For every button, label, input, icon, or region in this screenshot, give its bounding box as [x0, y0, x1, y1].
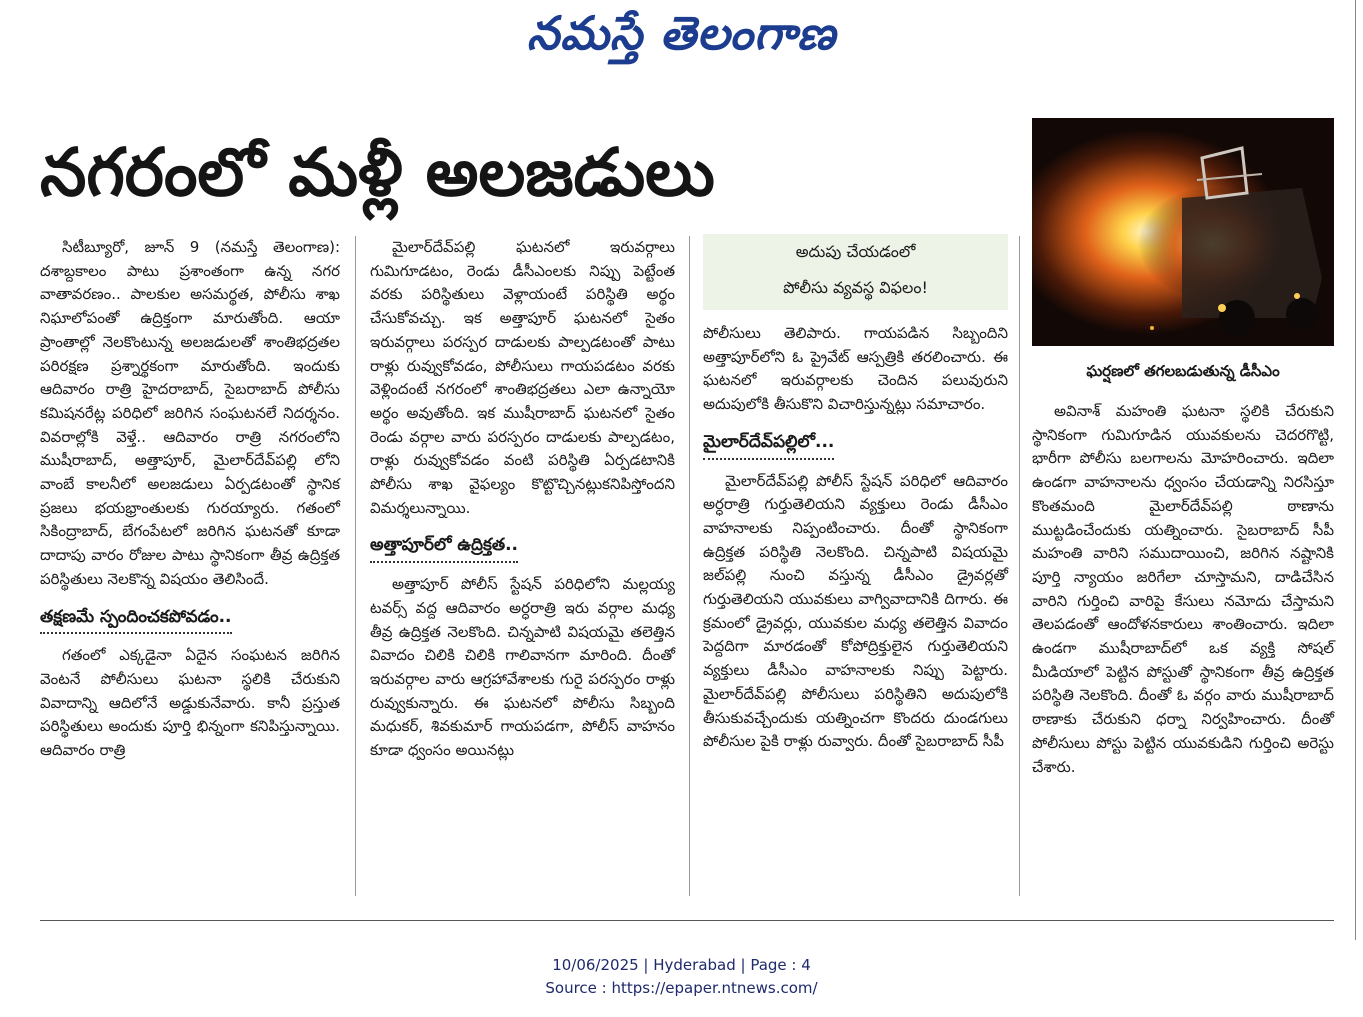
burning-vehicle-photo — [1032, 118, 1334, 346]
column-divider — [689, 236, 690, 896]
page-right-border — [1355, 0, 1356, 940]
article-column-1 — [40, 236, 340, 769]
article-column-2 — [370, 236, 675, 769]
article-paragraph: అవినాశ్ మహంతి ఘటనా స్థలికి చేరుకుని స్థానికంగా గుమిగూడిన యువకులను చెదరగొట్టి, భారీగా పోలీసు బలగాలను మోహరించారు. ఇదిలా ఉండగా వాహనాలను ధ్వంసం చేయడాన్ని నిరసిస్తూ కొంతమంది మైలార్‌దేవ్‌పల్లి ఠాణాను ముట్టడించేందుకు యత్నించారు. సైబరాబాద్ సీపీ మహంతి వారిని సముదాయించి, జరిగిన నష్టానికి పూర్తి న్యాయం జరిగేలా చూస్తామని, దాడిచేసిన వారిని గుర్తించి వారిపై కేసులు నమోదు చేస్తామని తెలపడంతో ఆందోళనకారులు శాంతించారు. ఇదిలా ఉండగా ముషీరాబాద్‌లో ఒక వ్యక్తి సోషల్ మీడియాలో పెట్టిన పోస్టుతో స్థానికంగా తీవ్ర ఉద్రిక్తత పరిస్థితి నెలకొంది. దీంతో ఓ వర్గం వారు ముషీరాబాద్ ఠాణాకు చేరుకుని ధర్నా నిర్వహించారు. దీంతో పోలీసులు పోస్టు పెట్టిన యువకుడిని గుర్తించి అరెస్టు చేశారు. — [1032, 402, 1334, 776]
subheading: తక్షణమే స్పందించకపోవడం.. — [40, 606, 232, 635]
article-column-3 — [703, 322, 1008, 760]
article-paragraph: పోలీసులు తెలిపారు. గాయపడిన సిబ్బందిని అత్తాపూర్‌లోని ఓ ప్రైవేట్ ఆస్పత్రికి తరలించారు. ఈ ఘటనలో ఇరువర్గాలకు చెందిన పలువురుని అదుపులోకి తీసుకొని విచారిస్తున్నట్లు సమాచారం. — [703, 324, 1008, 414]
footer-date-line: 10/06/2025 | Hyderabad | Page : 4 — [552, 956, 811, 974]
article-column-4 — [1032, 400, 1334, 785]
article-paragraph: గతంలో ఎక్కడైనా ఏదైన సంఘటన జరిగిన వెంటనే పోలీసులు ఘటనా స్థలికి చేరుకుని వివాదాన్ని ఆదిలోనే అడ్డుకునేవారు. కానీ ప్రస్తుత పరిస్థితులు అందుకు పూర్తి భిన్నంగా కనిపిస్తున్నాయి. ఆదివారం రాత్రి — [40, 646, 340, 760]
photo-caption: ఘర్షణలో తగలబడుతున్న డీసీఎం — [1086, 362, 1280, 380]
article-paragraph: సిటీబ్యూరో, జూన్ 9 (నమస్తే తెలంగాణ): దశాబ్దకాలం పాటు ప్రశాంతంగా ఉన్న నగర వాతావరణం.. పాలకుల అసమర్థత, పోలీసు శాఖ నిఘాలోపంతో ఉద్రిక్తంగా మారుతోంది. ఆయా ప్రాంతాల్లో నెలకొంటున్న అలజడులతో శాంతిభద్రతల పరిరక్షణ ప్రశ్నార్థకంగా మారుతోంది. ఇందుకు ఆదివారం రాత్రి హైదరాబాద్, సైబరాబాద్ పోలీసు కమిషనరేట్ల పరిధిలో జరిగిన సంఘటనలే నిదర్శనం. వివరాల్లోకి వెళ్తే.. ఆదివారం రాత్రి నగరంలోని ముషీరాబాద్, అత్తాపూర్, మైలార్‌దేవ్‌పల్లి లోని వాంబే కాలనీలో అలజడులు ఏర్పడటంతో స్థానిక ప్రజలు భయభ్రాంతులకు గురయ్యారు. గతంలో సికింద్రాబాద్, బేగంపేటలో జరిగిన ఘటనతో కూడా దాదాపు వారం రోజుల పాటు స్థానికంగా తీవ్ర ఉద్రిక్తత పరిస్థితులు నెలకొన్న విషయం తెలిసిందే. — [40, 238, 340, 588]
photo-image — [1032, 118, 1334, 346]
article-paragraph: అత్తాపూర్ పోలీస్ స్టేషన్ పరిధిలోని మల్లయ్య టవర్స్ వద్ద ఆదివారం అర్ధరాత్రి ఇరు వర్గాల మధ్య తీవ్ర ఉద్రిక్తత నెలకొంది. చిన్నపాటి విషయమై తలెత్తిన వివాదం చిలికి చిలికి గాలివానగా మారింది. దీంతో ఇరువర్గాల వారు ఆగ్రహావేశాలకు గురై పరస్పరం రాళ్లు రువ్వుకున్నారు. ఈ ఘటనలో పోలీసు సిబ్బంది మధుకర్, శివకుమార్ గాయపడగా, పోలీస్ వాహనం కూడా ధ్వంసం అయినట్లు — [370, 575, 675, 760]
pull-quote-box — [703, 234, 1008, 310]
subheading: మైలార్‌దేవ్‌పల్లిలో... — [703, 431, 834, 460]
column-divider — [1019, 236, 1020, 896]
column-divider — [355, 236, 356, 896]
page-bottom-rule — [40, 920, 1334, 921]
footer-source-line: Source : https://epaper.ntnews.com/ — [545, 979, 818, 997]
article-paragraph: మైలార్‌దేవ్‌పల్లి ఘటనలో ఇరువర్గాలు గుమిగూడటం, రెండు డీసీఎంలకు నిప్పు పెట్టేంత వరకు పరిస్థితులు వెళ్లాయంటే పరిస్థితి అర్థం చేసుకోవచ్చు. ఇక అత్తాపూర్ ఘటనలో సైతం ఇరువర్గాలు పరస్పర దాడులకు పాల్పడటంతో పాటు రాళ్లు రువ్వుకోవడం, పోలీసులు గాయపడటం వరకు వెళ్లిందంటే నగరంలో శాంతిభద్రతలు ఎలా ఉన్నాయో అర్థం అవుతోంది. ఇక ముషీరాబాద్ ఘటనలో సైతం రెండు వర్గాల వారు పరస్పరం దాడులకు పాల్పడటం, రాళ్లు రువ్వుకోవడం వంటి పరిస్థితి ఏర్పడటానికి పోలీసు శాఖ వైఫల్యం కొట్టొచ్చినట్లుకనిపిస్తోందని విమర్శలున్నాయి. — [370, 238, 675, 517]
page-headline: నగరంలో మళ్లీ అలజడులు — [40, 134, 715, 211]
masthead-logo: నమస్తే తెలంగాణ — [526, 6, 837, 60]
article-paragraph: మైలార్‌దేవ్‌పల్లి పోలీస్ స్టేషన్ పరిధిలో ఆదివారం అర్ధరాత్రి గుర్తుతెలియని వ్యక్తులు రెండు డీసీఎం వాహనాలకు నిప్పంటించారు. దీంతో స్థానికంగా ఉద్రిక్తత పరిస్థితి నెలకొంది. చిన్నపాటి విషయమై జల్‌పల్లి నుంచి వస్తున్న డీసీఎం డ్రైవర్లతో గుర్తుతెలియని యువకులు వాగ్వివాదానికి దిగారు. ఈ క్రమంలో డ్రైవర్లు, యువకుల మధ్య తలెత్తిన వివాదం పెద్దదిగా మారడంతో కోపోద్రిక్తులైన గుర్తుతెలియని వ్యక్తులు డీసీఎం వాహనాలకు నిప్పు పెట్టారు. మైలార్‌దేవ్‌పల్లి పోలీసులు పరిస్థితిని అదుపులోకి తీసుకువచ్చేందుకు యత్నించగా కొందరు దుండగులు పోలీసుల పైకి రాళ్లు రువ్వారు. దీంతో సైబరాబాద్ సీపీ — [703, 471, 1008, 751]
subheading: అత్తాపూర్‌లో ఉద్రిక్తత.. — [370, 534, 518, 563]
pull-quote-line: అదుపు చేయడంలో — [795, 242, 916, 261]
pull-quote-line: పోలీసు వ్యవస్థ విఫలం! — [783, 278, 928, 297]
